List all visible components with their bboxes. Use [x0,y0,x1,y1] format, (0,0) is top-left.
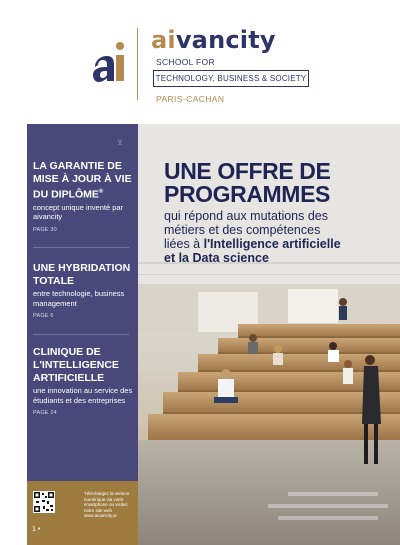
sidebar-item-clinique [33,346,135,416]
page-nav: 1 • [32,526,41,533]
hero-image [138,124,400,545]
sidebar [27,124,138,481]
logo-divider [137,28,138,100]
sidebar-item-desc: entre technologie, business management [33,289,125,308]
sidebar-item-guarantee [33,160,135,233]
sidebar-item-title: CLINIQUE DE L'INTELLIGENCE ARTIFICIELLE [33,346,119,384]
school-for-label: SCHOOL FOR [156,57,215,67]
sidebar-item-page: PAGE 30 [33,226,57,233]
sidebar-item-hybridation [33,262,135,319]
sidebar-item-page: PAGE 24 [33,410,57,416]
qr-code-icon[interactable] [33,491,55,513]
qr-footer [27,481,138,545]
sidebar-item-page: PAGE 6 [33,313,54,319]
sidebar-item-title: UNE HYBRIDATION TOTALE [33,262,131,287]
header [0,0,400,124]
brand-wordmark: aivancity [151,26,276,54]
sidebar-divider [33,334,129,335]
sidebar-item-desc: concept unique inventé par aivancity [33,202,124,221]
headline-subtitle: qui répond aux mutations des métiers et des compétences liées à l'Intelligence artificielle et la Data science [164,209,341,265]
hero-headline [164,160,400,265]
qr-instructions: Téléchargez la version numérique via votre smartphone ou visitez notre site web www.aivancity.ai [84,491,130,518]
sidebar-item-title: LA GARANTIE DE MISE À JOUR À VIE DU DIPLÔME® [33,160,132,201]
tagline-box: TECHNOLOGY, BUSINESS & SOCIETY [153,70,309,87]
sidebar-item-desc: une innovation au service des étudiants et des entreprises [33,386,133,405]
location-label: PARIS-CACHAN [156,94,225,104]
headline-line2: PROGRAMMES [164,181,330,207]
sidebar-divider [33,247,129,248]
aivancity-logo-icon [93,40,127,84]
headline-line1: UNE OFFRE DE [164,158,331,184]
down-arrow-icon: ⊻ [117,138,123,147]
